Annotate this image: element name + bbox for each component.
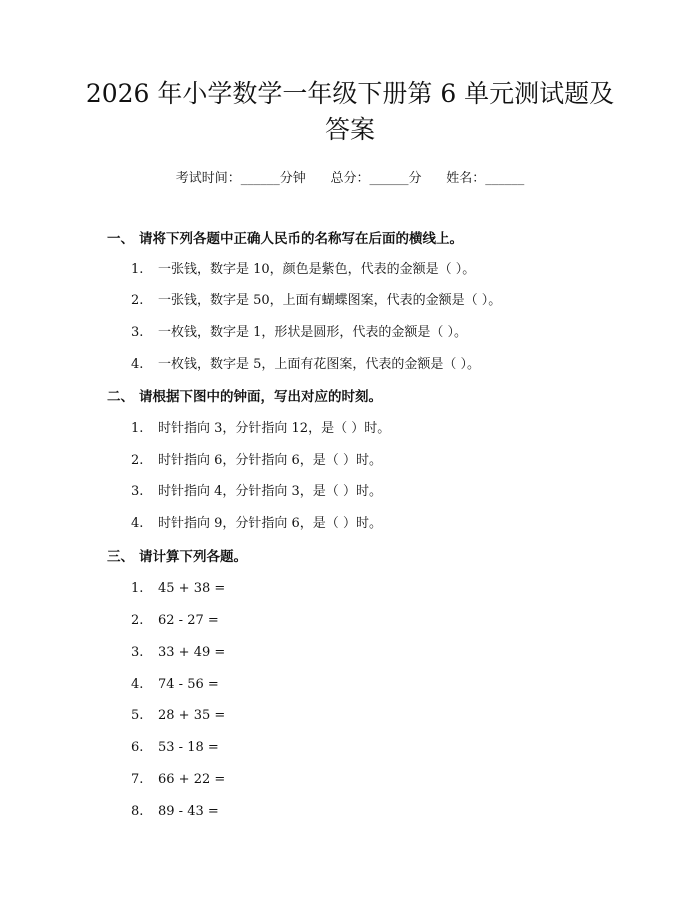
- question-text: 66 + 22 =: [158, 772, 226, 787]
- section-title: 请将下列各题中正确人民币的名称写在后面的横线上。: [139, 231, 463, 247]
- section-number: 三、: [107, 549, 134, 565]
- question-item: [131, 292, 501, 310]
- section-heading: [107, 548, 247, 566]
- question-item: [131, 580, 225, 598]
- page-title: 2026 年小学数学一年级下册第 6 单元测试题及答案: [85, 79, 615, 144]
- question-item: [131, 644, 225, 662]
- question-item: [131, 612, 219, 630]
- question-text: 53 - 18 =: [158, 740, 219, 755]
- question-number: 4.: [131, 357, 144, 372]
- question-number: 5.: [131, 708, 144, 723]
- question-text: 时针指向 9，分针指向 6，是（ ）时。: [158, 516, 382, 531]
- question-item: [131, 676, 219, 694]
- question-text: 33 + 49 =: [158, 645, 226, 660]
- question-item: [131, 483, 382, 501]
- question-text: 一张钱，数字是 50，上面有蝴蝶图案，代表的金额是（ ）。: [158, 293, 502, 308]
- question-number: 3.: [131, 484, 144, 499]
- question-text: 28 + 35 =: [158, 708, 226, 723]
- question-text: 一张钱，数字是 10，颜色是紫色，代表的金额是（ ）。: [158, 262, 476, 277]
- question-text: 89 - 43 =: [158, 804, 219, 819]
- question-item: [131, 707, 225, 725]
- question-number: 8.: [131, 804, 144, 819]
- question-text: 62 - 27 =: [158, 613, 219, 628]
- question-number: 1.: [131, 581, 144, 596]
- section-heading: [107, 230, 463, 248]
- exam-info-line: 考试时间：______分钟 总分：______分 姓名：______: [175, 171, 525, 186]
- question-number: 3.: [131, 645, 144, 660]
- question-item: [131, 739, 219, 757]
- question-text: 45 + 38 =: [158, 581, 226, 596]
- section-title: 请根据下图中的钟面，写出对应的时刻。: [139, 389, 382, 405]
- question-item: [131, 803, 219, 821]
- question-number: 3.: [131, 325, 144, 340]
- section-title: 请计算下列各题。: [139, 549, 247, 565]
- question-number: 4.: [131, 677, 144, 692]
- question-number: 7.: [131, 772, 144, 787]
- question-item: [131, 452, 382, 470]
- question-text: 时针指向 3，分针指向 12，是（ ）时。: [158, 421, 391, 436]
- question-number: 2.: [131, 293, 144, 308]
- question-item: [131, 261, 475, 279]
- question-text: 一枚钱，数字是 5，上面有花图案，代表的金额是（ ）。: [158, 357, 481, 372]
- question-number: 2.: [131, 613, 144, 628]
- question-text: 74 - 56 =: [158, 677, 219, 692]
- question-item: [131, 356, 480, 374]
- section-number: 二、: [107, 389, 134, 405]
- question-item: [131, 515, 382, 533]
- section-heading: [107, 388, 382, 406]
- question-number: 4.: [131, 516, 144, 531]
- question-text: 一枚钱，数字是 1，形状是圆形，代表的金额是（ ）。: [158, 325, 468, 340]
- question-number: 2.: [131, 453, 144, 468]
- question-item: [131, 324, 467, 342]
- question-text: 时针指向 6，分针指向 6，是（ ）时。: [158, 453, 382, 468]
- question-item: [131, 771, 225, 789]
- question-item: [131, 420, 390, 438]
- question-number: 1.: [131, 262, 144, 277]
- question-text: 时针指向 4，分针指向 3，是（ ）时。: [158, 484, 382, 499]
- section-number: 一、: [107, 231, 134, 247]
- question-number: 6.: [131, 740, 144, 755]
- question-number: 1.: [131, 421, 144, 436]
